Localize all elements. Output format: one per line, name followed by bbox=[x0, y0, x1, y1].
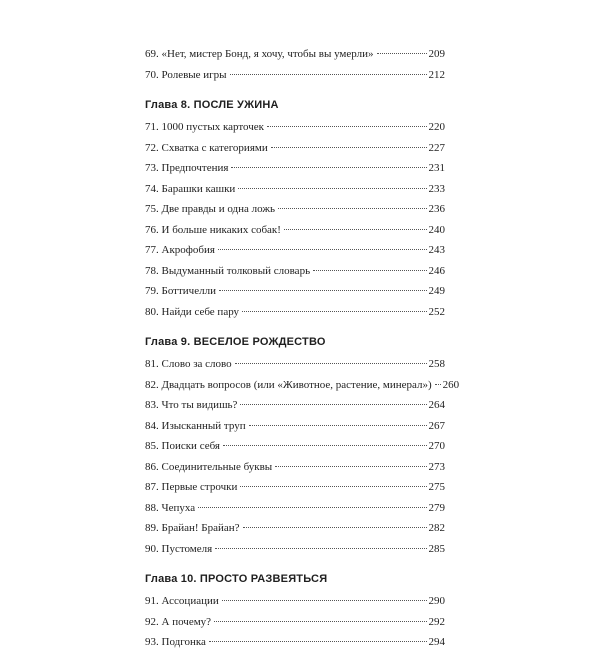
entry-page: 227 bbox=[428, 141, 445, 154]
dot-leader bbox=[198, 507, 426, 508]
toc-section bbox=[145, 97, 445, 322]
entry-title: 89. Брайан! Брайан? bbox=[145, 522, 240, 534]
entry-page: 270 bbox=[428, 440, 445, 452]
chapter-heading: Глава 8. ПОСЛЕ УЖИНА bbox=[145, 99, 279, 111]
dot-leader bbox=[222, 600, 427, 601]
entry-title: 72. Схватка с категориями bbox=[145, 141, 268, 154]
dot-leader bbox=[230, 74, 427, 75]
toc-entry bbox=[145, 261, 445, 282]
toc-section bbox=[145, 571, 445, 653]
entry-title: 75. Две правды и одна ложь bbox=[145, 203, 275, 215]
dot-leader bbox=[377, 53, 427, 54]
entry-page: 231 bbox=[428, 162, 445, 174]
entry-title: 91. Ассоциации bbox=[145, 595, 219, 607]
entry-page: 236 bbox=[428, 203, 445, 215]
dot-leader bbox=[284, 229, 427, 230]
toc-entry bbox=[145, 138, 445, 159]
entry-page: 220 bbox=[428, 121, 445, 133]
entry-page: 292 bbox=[428, 615, 445, 628]
chapter-heading: Глава 9. ВЕСЕЛОЕ РОЖДЕСТВО bbox=[145, 336, 326, 348]
entry-title: 74. Барашки кашки bbox=[145, 182, 236, 195]
entry-title: 87. Первые строчки bbox=[145, 481, 238, 493]
dot-leader bbox=[313, 270, 426, 271]
dot-leader bbox=[218, 249, 427, 250]
dot-leader bbox=[215, 548, 426, 549]
dot-leader bbox=[219, 290, 427, 291]
toc-entry bbox=[145, 395, 445, 416]
chapter-heading: Глава 10. ПРОСТО РАЗВЕЯТЬСЯ bbox=[145, 573, 328, 585]
toc-entry bbox=[145, 518, 445, 539]
entry-title: 86. Соединительные буквы bbox=[145, 460, 273, 473]
toc-entry bbox=[145, 220, 445, 241]
entry-page: 233 bbox=[428, 182, 445, 195]
entry-title: 84. Изысканный труп bbox=[145, 419, 246, 432]
toc-entry bbox=[145, 436, 445, 457]
toc-entry bbox=[145, 354, 445, 375]
entry-page: 240 bbox=[428, 223, 445, 236]
toc-entry bbox=[145, 457, 445, 478]
entry-page: 212 bbox=[428, 68, 445, 81]
dot-leader bbox=[435, 384, 441, 385]
toc-entry bbox=[145, 44, 445, 65]
dot-leader bbox=[275, 466, 426, 467]
entry-title: 80. Найди себе пару bbox=[145, 305, 240, 318]
entry-page: 258 bbox=[428, 358, 445, 370]
toc-section bbox=[145, 44, 445, 85]
dot-leader bbox=[278, 208, 427, 209]
entry-title: 88. Чепуха bbox=[145, 501, 196, 514]
entry-page: 260 bbox=[442, 378, 460, 391]
entry-title: 69. «Нет, мистер Бонд, я хочу, чтобы вы умерли» bbox=[145, 48, 374, 60]
toc-entry bbox=[145, 539, 445, 560]
dot-leader bbox=[240, 486, 426, 487]
dot-leader bbox=[267, 126, 426, 127]
toc-section bbox=[145, 334, 460, 559]
entry-title: 81. Слово за слово bbox=[145, 358, 232, 370]
toc-entry bbox=[145, 302, 445, 323]
entry-page: 249 bbox=[428, 285, 445, 297]
entry-title: 70. Ролевые игры bbox=[145, 68, 227, 81]
dot-leader bbox=[235, 363, 427, 364]
entry-title: 78. Выдуманный толковый словарь bbox=[145, 264, 311, 277]
entry-page: 290 bbox=[428, 595, 445, 607]
entry-page: 243 bbox=[428, 244, 445, 256]
entry-title: 79. Боттичелли bbox=[145, 285, 216, 297]
entry-page: 264 bbox=[428, 399, 445, 411]
entry-title: 83. Что ты видишь? bbox=[145, 399, 238, 411]
dot-leader bbox=[238, 188, 426, 189]
table-of-contents bbox=[145, 44, 460, 653]
dot-leader bbox=[214, 621, 426, 622]
entry-page: 275 bbox=[428, 481, 445, 493]
toc-entry bbox=[145, 158, 445, 179]
dot-leader bbox=[240, 404, 426, 405]
entry-title: 92. А почему? bbox=[145, 615, 212, 628]
entry-page: 285 bbox=[428, 542, 445, 555]
dot-leader bbox=[249, 425, 427, 426]
entry-title: 90. Пустомеля bbox=[145, 542, 213, 555]
dot-leader bbox=[243, 527, 427, 528]
dot-leader bbox=[242, 311, 426, 312]
toc-entry bbox=[145, 199, 445, 220]
toc-entry bbox=[145, 65, 445, 86]
dot-leader bbox=[271, 147, 427, 148]
entry-page: 246 bbox=[428, 264, 445, 277]
dot-leader bbox=[209, 641, 427, 642]
entry-title: 71. 1000 пустых карточек bbox=[145, 121, 265, 133]
entry-page: 267 bbox=[428, 419, 445, 432]
entry-title: 77. Акрофобия bbox=[145, 244, 215, 256]
entry-title: 82. Двадцать вопросов (или «Животное, растение, минерал») bbox=[145, 378, 432, 391]
entry-page: 273 bbox=[428, 460, 445, 473]
entry-title: 73. Предпочтения bbox=[145, 162, 229, 174]
entry-page: 252 bbox=[428, 305, 445, 318]
entry-title: 76. И больше никаких собак! bbox=[145, 223, 281, 236]
toc-entry bbox=[145, 477, 445, 498]
dot-leader bbox=[231, 167, 426, 168]
toc-entry bbox=[145, 416, 445, 437]
toc-entry bbox=[145, 375, 460, 396]
entry-page: 279 bbox=[428, 501, 445, 514]
dot-leader bbox=[223, 445, 427, 446]
entry-page: 282 bbox=[428, 522, 445, 534]
toc-entry bbox=[145, 281, 445, 302]
toc-entry bbox=[145, 240, 445, 261]
toc-entry bbox=[145, 632, 445, 653]
toc-entry bbox=[145, 179, 445, 200]
toc-entry bbox=[145, 612, 445, 633]
toc-entry bbox=[145, 591, 445, 612]
entry-page: 209 bbox=[428, 48, 445, 60]
toc-entry bbox=[145, 498, 445, 519]
entry-page: 294 bbox=[428, 636, 445, 648]
entry-title: 93. Подгонка bbox=[145, 636, 206, 648]
toc-entry bbox=[145, 117, 445, 138]
entry-title: 85. Поиски себя bbox=[145, 440, 220, 452]
